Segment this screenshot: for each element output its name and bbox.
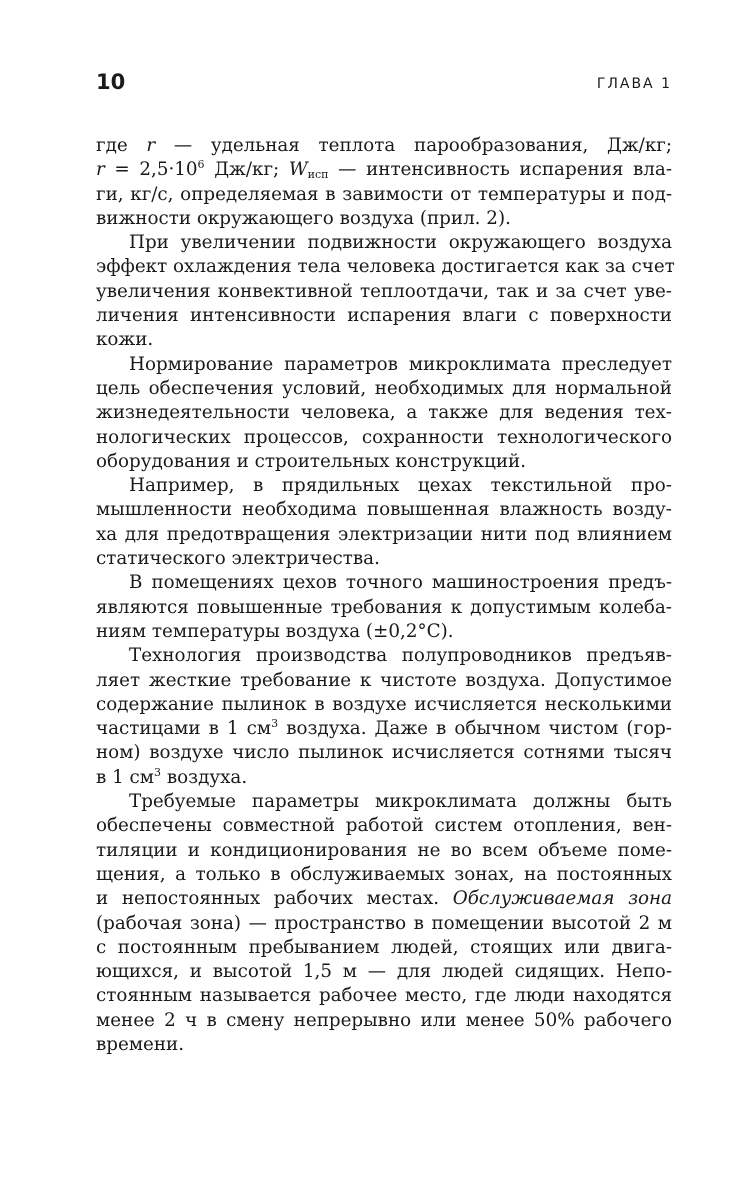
text-line: ги, кг/с, определяемая в завимости от температуры и под- xyxy=(96,183,672,205)
text-line: являются повышенные требования к допустимым колеба- xyxy=(96,596,672,618)
paragraph-4 xyxy=(96,474,672,571)
paragraph-6 xyxy=(96,644,672,790)
text-line: щения, а только в обслуживаемых зонах, на постоянных xyxy=(96,863,672,885)
text-line: личения интенсивности испарения влаги с поверхности xyxy=(96,305,672,327)
text-line: тиляции и кондиционирования не во всем объеме поме- xyxy=(96,839,672,861)
paragraph-3 xyxy=(96,353,672,474)
text-line: $r = 2,5\cdot 10^6$ Дж/кг; $W_{исп}$ — интенсивность испарения вла- xyxy=(96,158,673,182)
text-line: оборудования и строительных конструкций. xyxy=(96,450,527,472)
body-text xyxy=(96,134,675,1057)
text-line: частицами в 1 $см^3$ воздуха. Даже в обычном чистом (гор- xyxy=(96,717,672,740)
text-line: эффект охлаждения тела человека достигается как за счет xyxy=(96,256,675,278)
text-line: Например, в прядильных цехах текстильной про- xyxy=(129,475,672,497)
text-line: с постоянным пребыванием людей, стоящих или двига- xyxy=(96,936,672,958)
text-line: При увеличении подвижности окружающего воздуха xyxy=(129,232,672,254)
text-line: ляет жесткие требование к чистоте воздуха. Допустимое xyxy=(96,669,672,691)
text-line: увеличения конвективной теплоотдачи, так и за счет уве- xyxy=(96,280,672,302)
text-line: обеспечены совместной работой систем отопления, вен- xyxy=(96,815,672,837)
text-line: содержание пылинок в воздухе исчисляется несколькими xyxy=(96,693,672,715)
text-line: ха для предотвращения электризации нити под влиянием xyxy=(96,523,672,545)
text-line: где r — удельная теплота парообразования, Дж/кг; xyxy=(96,135,673,156)
text-line: вижности окружающего воздуха (прил. 2). xyxy=(96,207,511,229)
text-line: В помещениях цехов точного машиностроения предъ- xyxy=(129,572,672,594)
page-number: 10 xyxy=(96,70,126,94)
text-line: статического электричества. xyxy=(96,548,380,570)
text-line: ниям температуры воздуха (±0,2°C). xyxy=(96,620,454,642)
text-line: в 1 $см^3$ воздуха. xyxy=(96,765,248,788)
text-line: кожи. xyxy=(96,329,154,351)
paragraph-2 xyxy=(96,231,675,352)
text-line: Технология производства полупроводников предъяв- xyxy=(129,645,672,667)
text-line: Требуемые параметры микроклимата должны быть xyxy=(129,791,672,813)
text-line: (рабочая зона) — пространство в помещении высотой 2 м xyxy=(96,912,672,934)
text-line: ющихся, и высотой 1,5 м — для людей сидящих. Непо- xyxy=(96,961,672,983)
text-line: и непостоянных рабочих местах. Обслуживаемая зона xyxy=(96,888,672,910)
text-line: мышленности необходима повышенная влажность возду- xyxy=(96,499,672,521)
paragraph-1 xyxy=(96,134,672,231)
text-line: цель обеспечения условий, необходимых для нормальной xyxy=(96,377,672,399)
text-line: нологических процессов, сохранности технологического xyxy=(96,426,672,448)
text-line: менее 2 ч в смену непрерывно или менее 50% рабочего xyxy=(96,1009,672,1031)
running-header-chapter: ГЛАВА 1 xyxy=(596,76,672,92)
text-line: Нормирование параметров микроклимата преследует xyxy=(129,353,672,375)
text-line: стоянным называется рабочее место, где люди находятся xyxy=(96,985,672,1007)
paragraph-7 xyxy=(96,790,672,1057)
text-line: жизнедеятельности человека, а также для ведения тех- xyxy=(96,402,672,424)
text-line: времени. xyxy=(96,1033,185,1055)
text-line: ном) воздухе число пылинок исчисляется сотнями тысяч xyxy=(96,742,672,764)
paragraph-5 xyxy=(96,571,672,644)
term-emphasis: Обслуживаемая зона xyxy=(452,888,672,910)
